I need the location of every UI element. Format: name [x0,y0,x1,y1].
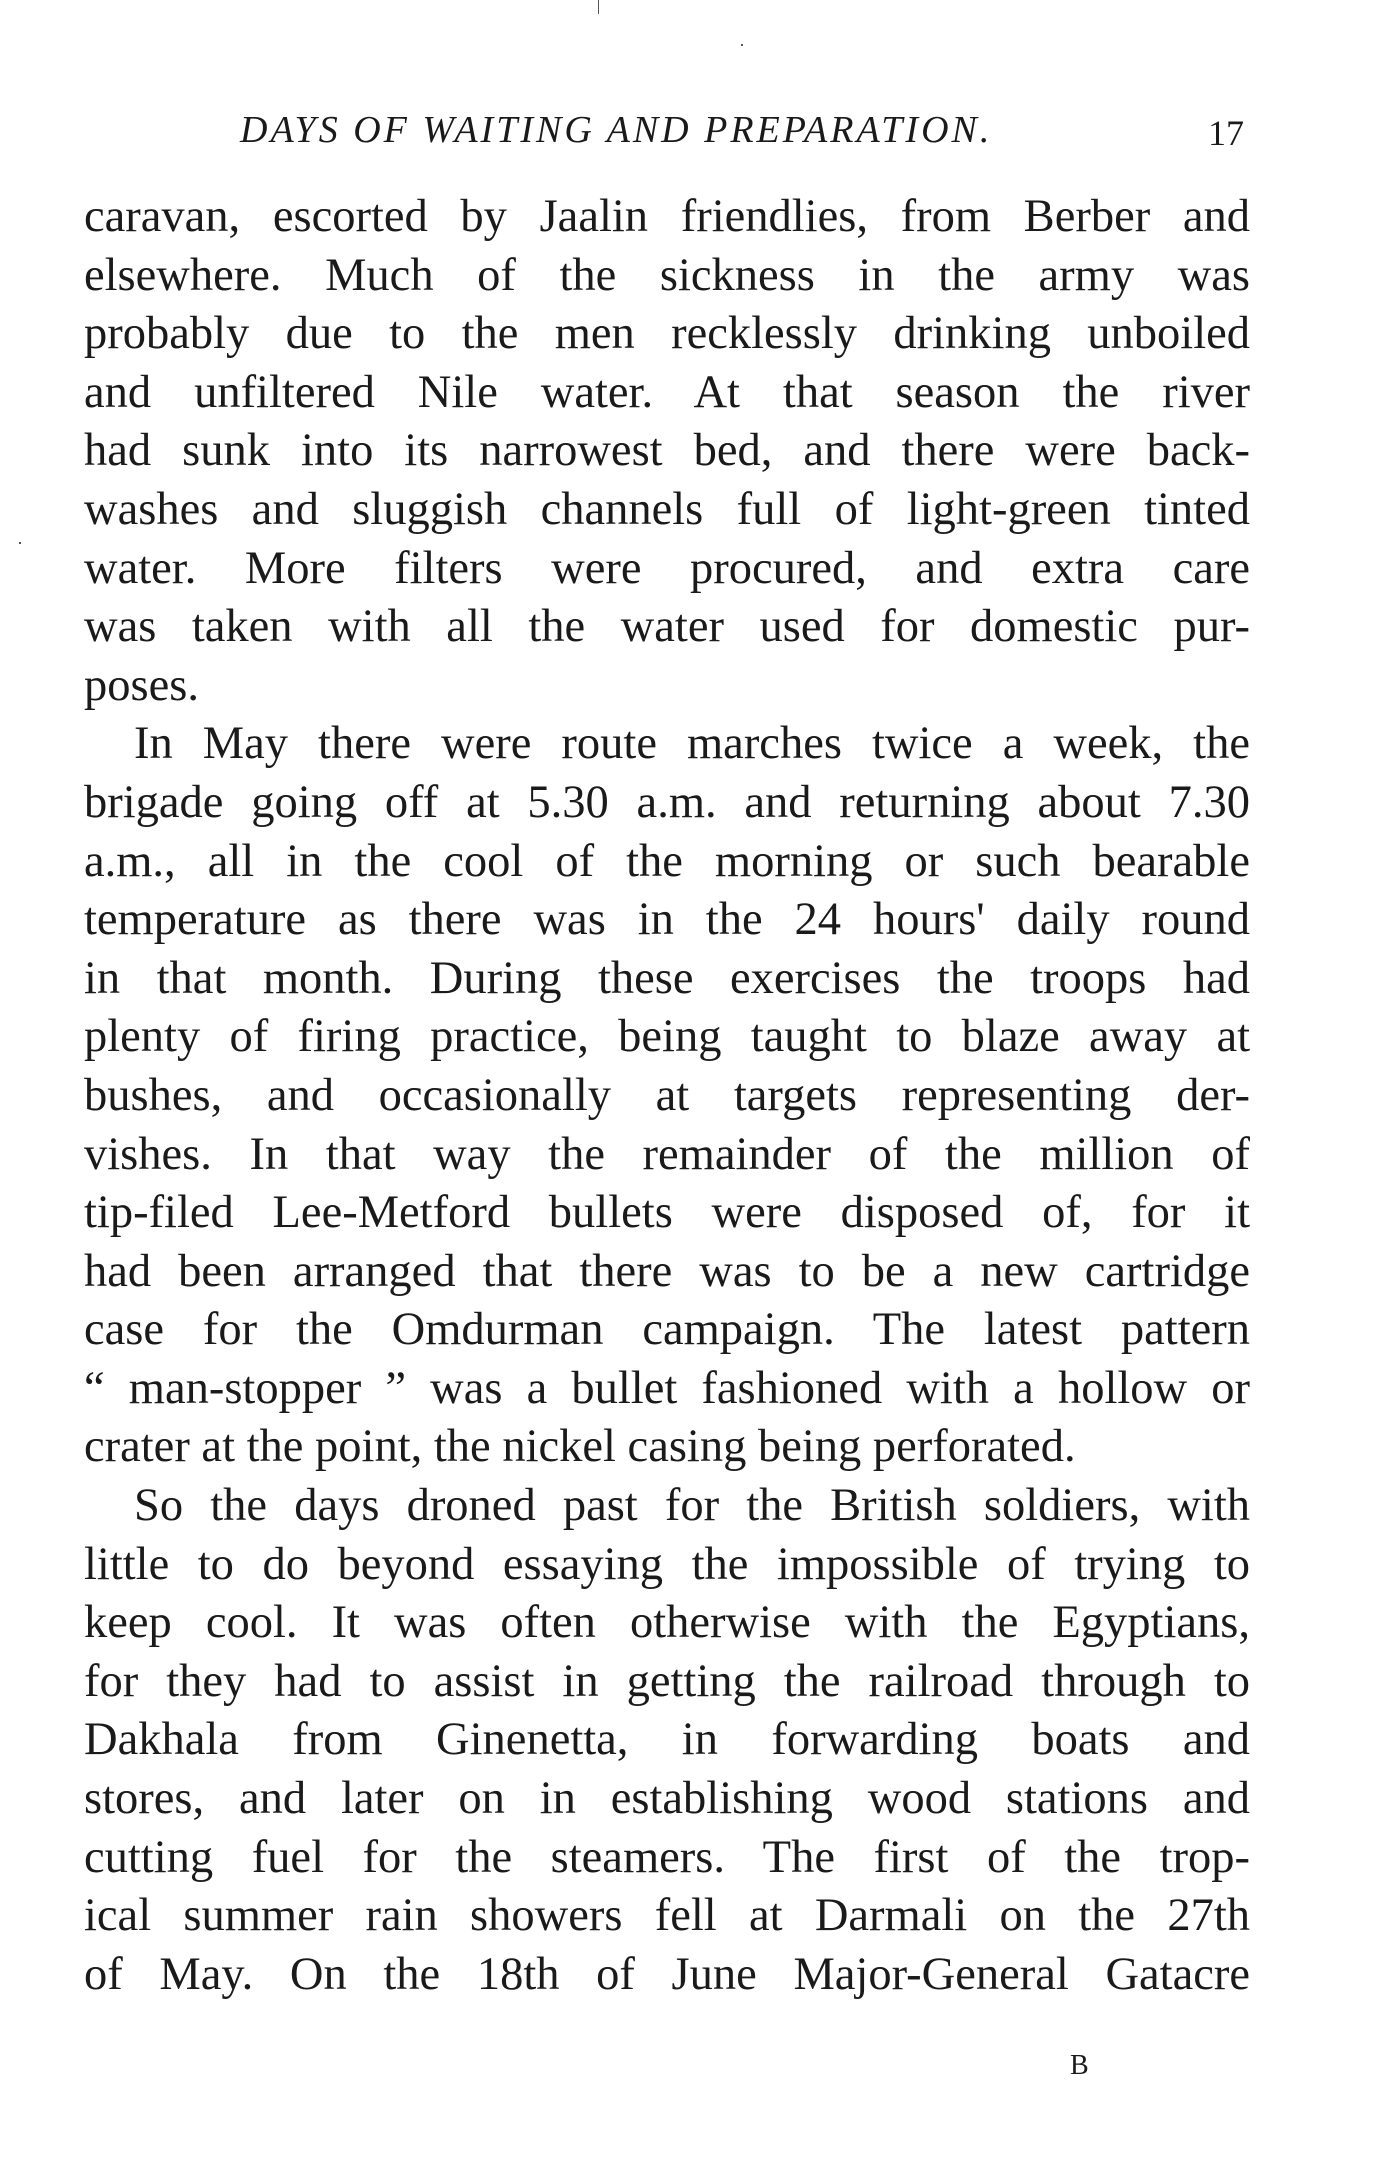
text-line: elsewhere. Much of the sickness in the army was [84,249,1250,301]
scan-speck [19,542,21,544]
text-line: caravan, escorted by Jaalin friendlies, from Berber and [84,191,1250,242]
text-line: vishes. In that way the remainder of the million of [84,1128,1250,1180]
text-line: ical summer rain showers fell at Darmali on the 27th [84,1890,1250,1942]
scan-speck [598,0,599,14]
text-line: case for the Omdurman campaign. The latest pattern [84,1304,1250,1356]
text-line: crater at the point, the nickel casing being perforated. [84,1421,1076,1473]
text-line: washes and sluggish channels full of light-green tinted [84,483,1250,535]
text-line: probably due to the men recklessly drinking unboiled [84,308,1250,360]
text-line: in that month. During these exercises the troops had [84,952,1250,1004]
text-line: brigade going off at 5.30 a.m. and returning about 7.30 [84,776,1250,828]
text-line: temperature as there was in the 24 hours' daily round [84,894,1250,946]
text-line: stores, and later on in establishing wood stations and [84,1773,1250,1825]
text-line: had been arranged that there was to be a new cartridge [84,1245,1250,1297]
text-line: cutting fuel for the steamers. The first of the trop- [84,1831,1250,1883]
text-line: plenty of firing practice, being taught to blaze away at [84,1011,1250,1063]
text-line: was taken with all the water used for domestic pur- [84,601,1250,653]
body-text [84,188,1250,2004]
text-line: So the days droned past for the British soldiers, with [134,1480,1250,1532]
text-line: In May there were route marches twice a week, the [134,718,1250,770]
text-line: keep cool. It was often otherwise with the Egyptians, [84,1597,1250,1649]
text-line: “ man-stopper ” was a bullet fashioned with a hollow or [84,1362,1250,1414]
text-line: for they had to assist in getting the railroad through to [84,1655,1250,1707]
text-line: water. More filters were procured, and extra care [84,542,1250,594]
text-line: tip-filed Lee-Metford bullets were disposed of, for it [84,1187,1250,1239]
scan-speck [741,44,743,46]
running-title: DAYS OF WAITING AND PREPARATION. [240,109,993,151]
page-number: 17 [1208,113,1244,153]
text-line: of May. On the 18th of June Major-General Gatacre [84,1948,1250,2000]
text-line: bushes, and occasionally at targets representing der- [84,1069,1250,1121]
signature-mark: B [1070,2050,1089,2081]
text-line: Dakhala from Ginenetta, in forwarding boats and [84,1714,1250,1766]
text-line: poses. [84,659,199,711]
text-line: had sunk into its narrowest bed, and there were back- [84,425,1250,477]
text-line: little to do beyond essaying the impossible of trying to [84,1538,1250,1590]
text-line: a.m., all in the cool of the morning or such bearable [84,835,1250,887]
text-line: and unfiltered Nile water. At that season the river [84,366,1250,418]
